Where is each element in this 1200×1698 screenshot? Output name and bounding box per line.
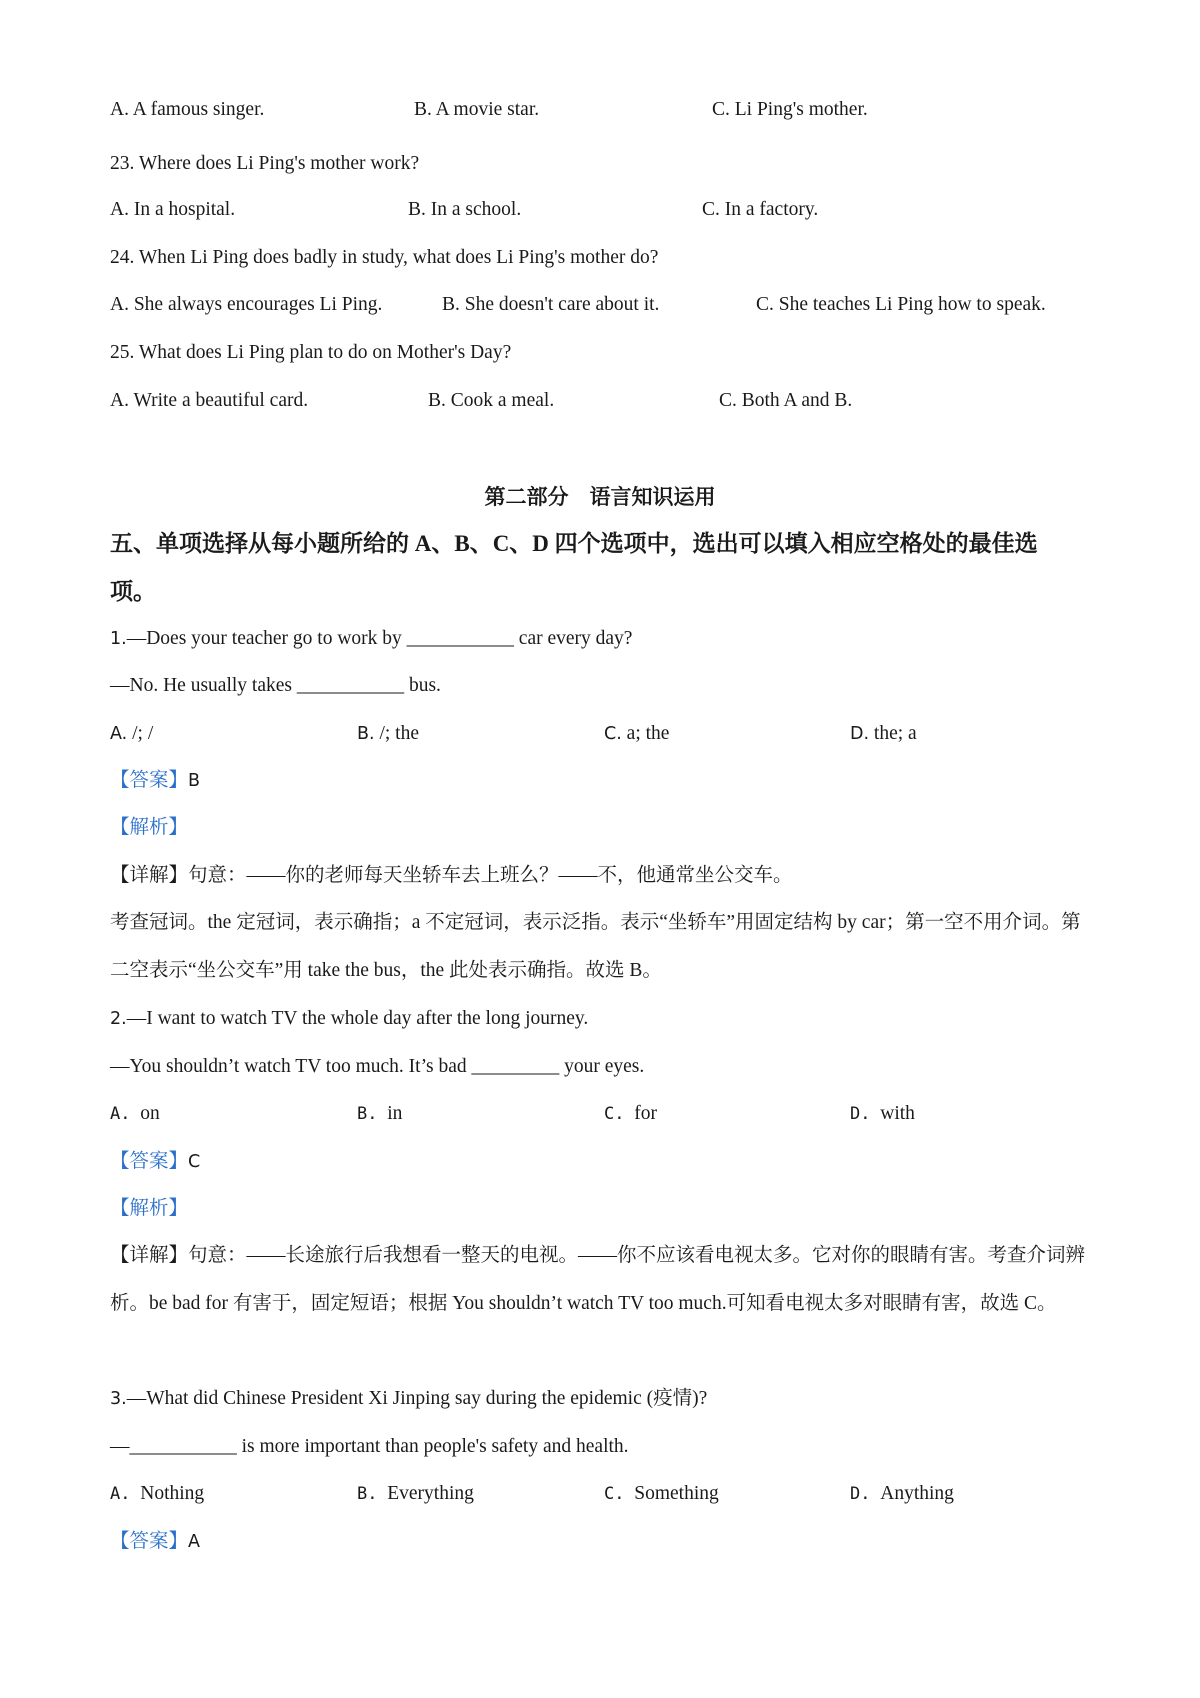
question-2-answer — [110, 1149, 200, 1175]
question-2-number: 2. — [110, 1009, 127, 1029]
question-3-option-c: C. Something — [604, 1483, 719, 1504]
question-3-prompt: —What did Chinese President Xi Jinping say during the epidemic (疫情)? — [126, 1388, 708, 1409]
question-3-line2: —___________ is more important than people's safety and health. — [110, 1436, 629, 1457]
q25-option-c: C. Both A and B. — [719, 390, 853, 411]
q22-option-c: C. Li Ping's mother. — [712, 99, 868, 120]
question-2-option-c: C. for — [604, 1103, 657, 1124]
question-2-option-b: B. in — [357, 1103, 403, 1124]
question-1-answer — [110, 768, 200, 794]
question-1-option-a: A. /; / — [110, 723, 154, 744]
part-title: 第二部分 语言知识运用 — [484, 485, 716, 509]
question-3-option-d: D. Anything — [850, 1483, 954, 1504]
question-3-option-a: A. Nothing — [110, 1483, 205, 1504]
question-1-analysis-label: 【解析】 — [110, 817, 189, 838]
question-2-explanation: 【详解】句意：——长途旅行后我想看一整天的电视。——你不应该看电视太多。它对你的眼睛有害。考查介词辨析。be bad for 有害于，固定短语；根据 You shouldn’t watch TV too much.可知看电视太多对眼睛有害，故选 C。 — [110, 1245, 1086, 1314]
question-3-option-b: B. Everything — [357, 1483, 474, 1504]
question-2-option-a: A. on — [110, 1103, 160, 1124]
q25-option-b: B. Cook a meal. — [428, 390, 555, 411]
section-heading-line1: 五、单项选择从每小题所给的 A、B、C、D 四个选项中，选出可以填入相应空格处的最佳选 — [110, 531, 1038, 556]
question-2-analysis-label: 【解析】 — [110, 1198, 189, 1219]
question-3-number: 3. — [110, 1389, 127, 1409]
section-heading-line2: 项。 — [110, 579, 156, 604]
answer-label: 【答案】 — [110, 1531, 189, 1552]
question-3-line1 — [110, 1386, 707, 1412]
answer-label: 【答案】 — [110, 1151, 189, 1172]
question-1-line2: —No. He usually takes ___________ bus. — [110, 675, 441, 696]
q23-option-b: B. In a school. — [408, 199, 522, 220]
question-2-line1 — [110, 1006, 588, 1032]
q24-option-a: A. She always encourages Li Ping. — [110, 294, 383, 315]
q23-option-a: A. In a hospital. — [110, 199, 236, 220]
question-1-line1 — [110, 626, 632, 652]
answer-value: B — [188, 771, 201, 791]
question-1-option-c: C. a; the — [604, 723, 670, 744]
q23-stem: 23. Where does Li Ping's mother work? — [110, 153, 420, 174]
question-2-option-d: D. with — [850, 1103, 915, 1124]
question-1-option-b: B. /; the — [357, 723, 419, 744]
q25-stem: 25. What does Li Ping plan to do on Mother's Day? — [110, 342, 512, 363]
q25-option-a: A. Write a beautiful card. — [110, 390, 309, 411]
q22-option-b: B. A movie star. — [414, 99, 540, 120]
question-1-detail-line: 【详解】句意：——你的老师每天坐轿车去上班么？——不，他通常坐公交车。 — [110, 865, 793, 886]
q23-option-c: C. In a factory. — [702, 199, 819, 220]
question-1-number: 1. — [110, 629, 127, 649]
question-1-prompt: —Does your teacher go to work by ___________ car every day? — [126, 628, 633, 649]
answer-label: 【答案】 — [110, 770, 189, 791]
answer-value: A — [188, 1532, 200, 1552]
q22-option-a: A. A famous singer. — [110, 99, 265, 120]
q24-stem: 24. When Li Ping does badly in study, what does Li Ping's mother do? — [110, 247, 659, 268]
q24-option-c: C. She teaches Li Ping how to speak. — [756, 294, 1046, 315]
answer-value: C — [188, 1152, 201, 1172]
question-2-line2: —You shouldn’t watch TV too much. It’s bad _________ your eyes. — [110, 1056, 645, 1077]
question-1-option-d: D. the; a — [850, 723, 917, 744]
question-2-prompt: —I want to watch TV the whole day after the long journey. — [126, 1008, 589, 1029]
q24-option-b: B. She doesn't care about it. — [442, 294, 660, 315]
question-1-explanation: 考查冠词。the 定冠词，表示确指；a 不定冠词，表示泛指。表示“坐轿车”用固定结构 by car；第一空不用介词。第二空表示“坐公交车”用 take the bus，the 此处表示确指。故选 B。 — [110, 912, 1081, 981]
question-3-answer — [110, 1529, 200, 1555]
